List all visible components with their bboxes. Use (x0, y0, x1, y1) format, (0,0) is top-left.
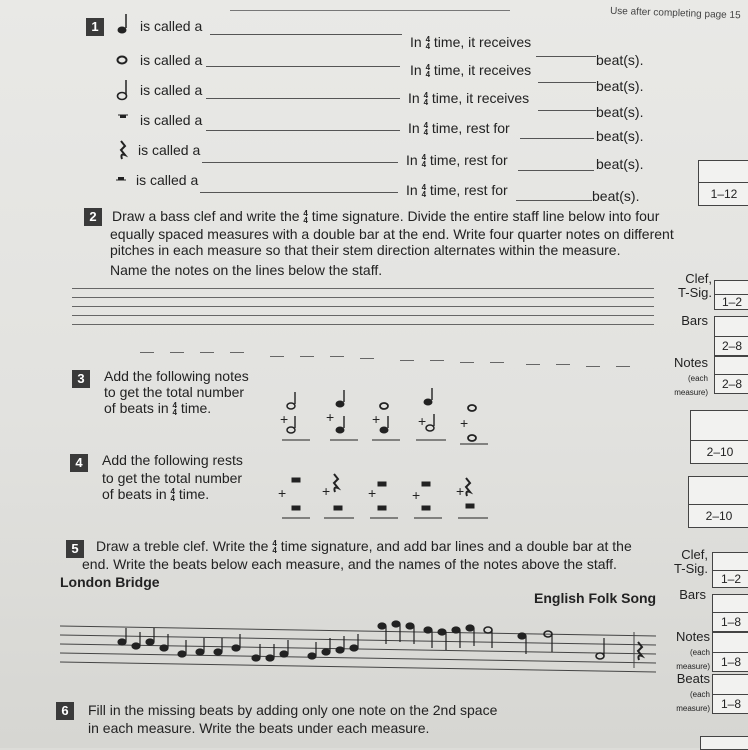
section2-bars-label: Bars (681, 313, 708, 328)
section4-score-blank[interactable] (688, 476, 748, 506)
section5-clef-blank[interactable] (712, 552, 748, 572)
row5-name-blank[interactable] (202, 150, 398, 163)
section2-line4: Name the notes on the lines below the staff. (110, 262, 383, 278)
question-number-6: 6 (56, 702, 74, 720)
svg-text:+: + (280, 411, 289, 427)
song-title: London Bridge (60, 574, 160, 590)
row4-name-blank[interactable] (206, 118, 400, 131)
row3-name-blank[interactable] (206, 86, 400, 99)
row1-in: In 4 4 time, it receives (410, 34, 532, 52)
row1-unit: beat(s). (596, 52, 644, 68)
row2-called: is called a (140, 52, 203, 68)
row5-unit: beat(s). (596, 156, 644, 172)
row2-beats-blank[interactable] (538, 70, 596, 83)
question-number-5: 5 (66, 540, 84, 558)
question-number-2: 2 (84, 208, 102, 226)
question-number-4: 4 (70, 454, 88, 472)
section5-notes-blank[interactable] (712, 632, 748, 654)
row4-in: In 4 4 time, rest for (408, 120, 510, 138)
section4-line2: to get the total number (102, 470, 243, 486)
section2-clef-label: Clef, T-Sig. (678, 271, 712, 300)
section3-score-blank[interactable] (690, 410, 748, 442)
row1-name-blank[interactable] (210, 22, 402, 35)
whole-note-icon (116, 54, 130, 66)
section5-bars-blank[interactable] (712, 594, 748, 614)
section5-clef-score: 1–2 (712, 570, 748, 588)
row3-in: In 4 4 time, it receives (408, 90, 530, 108)
section4-line3: of beats in 4 4 time. (102, 486, 210, 504)
svg-text:+: + (322, 483, 331, 499)
quarter-rest-icon (118, 140, 128, 160)
question-number-1: 1 (86, 18, 104, 36)
question-number-3: 3 (72, 370, 90, 388)
section3-line2: to get the total number (104, 384, 245, 400)
row3-called: is called a (140, 82, 203, 98)
section4-rest-problems (278, 472, 494, 524)
row3-unit: beat(s). (596, 104, 644, 120)
section3-line1: Add the following notes (104, 368, 249, 384)
row4-called: is called a (140, 112, 203, 128)
section2-bars-blank[interactable] (714, 316, 748, 338)
row6-in: In 4 4 time, rest for (406, 182, 508, 200)
half-note-icon (116, 78, 130, 102)
row4-unit: beat(s). (596, 128, 644, 144)
section6-line2: in each measure. Write the beats under each measure. (88, 720, 430, 736)
section1-score-range: 1–12 (698, 182, 748, 206)
row5-called: is called a (138, 142, 201, 158)
section3-score-range: 2–10 (690, 440, 748, 464)
section2-notes-blank[interactable] (714, 356, 748, 376)
row5-beats-blank[interactable] (518, 158, 594, 171)
section5-beats-label: Beats (each measure) (676, 671, 710, 713)
section5-line1: Draw a treble clef. Write the 4 4 time signature, and add bar lines and a double bar at the (96, 538, 632, 556)
row6-beats-blank[interactable] (516, 188, 592, 201)
section3-note-problems (280, 386, 490, 444)
section5-bars-label: Bars (679, 587, 706, 602)
section2-line3: pitches in each measure so that their stem direction alternates within the measure. (110, 242, 621, 258)
row5-in: In 4 4 time, rest for (406, 152, 508, 170)
svg-text:+: + (372, 411, 381, 427)
section4-line1: Add the following rests (102, 452, 243, 468)
row6-name-blank[interactable] (200, 180, 398, 193)
svg-text:+: + (418, 413, 427, 429)
section5-bars-score: 1–8 (712, 612, 748, 632)
row2-in: In 4 4 time, it receives (410, 62, 532, 80)
section1-score-blank[interactable] (698, 160, 748, 184)
section2-bars-score: 2–8 (714, 336, 748, 356)
section5-beats-score: 1–8 (712, 694, 748, 714)
london-bridge-staff[interactable] (60, 612, 656, 676)
row6-called: is called a (136, 172, 199, 188)
row1-called: is called a (140, 18, 203, 34)
quarter-note-icon (116, 12, 130, 36)
svg-text:+: + (368, 485, 377, 501)
section2-notes-label: Notes (each measure) (674, 355, 708, 397)
row6-unit: beat(s). (592, 188, 640, 204)
section5-line2: end. Write the beats below each measure, and the names of the notes above the staff. (82, 556, 617, 572)
header-line (230, 10, 510, 11)
half-rest-icon (116, 176, 128, 184)
row4-beats-blank[interactable] (520, 126, 594, 139)
svg-text:+: + (326, 409, 335, 425)
row1-beats-blank[interactable] (536, 44, 596, 57)
section2-clef-score: 1–2 (714, 294, 748, 310)
svg-text:+: + (278, 485, 287, 501)
section5-clef-label: Clef, T-Sig. (674, 547, 708, 576)
whole-rest-icon (118, 114, 130, 122)
row2-unit: beat(s). (596, 78, 644, 94)
section5-beats-blank[interactable] (712, 674, 748, 696)
row3-beats-blank[interactable] (538, 98, 596, 111)
svg-text:+: + (460, 415, 469, 431)
section6-line1: Fill in the missing beats by adding only one note on the 2nd space (88, 702, 498, 718)
header-note: Use after completing page 15 (609, 5, 741, 22)
section2-line2: equally spaced measures with a double bar at the end. Write four quarter notes on different (110, 226, 674, 242)
section3-line3: of beats in 4 4 time. (104, 400, 212, 418)
section5-notes-score: 1–8 (712, 652, 748, 672)
song-credit: English Folk Song (534, 590, 657, 606)
section4-score-range: 2–10 (688, 504, 748, 528)
section2-notes-score: 2–8 (714, 374, 748, 394)
svg-text:+: + (412, 487, 421, 503)
svg-text:+: + (456, 483, 465, 499)
section2-line1: Draw a bass clef and write the 4 4 time signature. Divide the entire staff line below into four (112, 208, 660, 226)
row2-name-blank[interactable] (206, 54, 400, 67)
section5-notes-label: Notes (each measure) (676, 629, 710, 671)
